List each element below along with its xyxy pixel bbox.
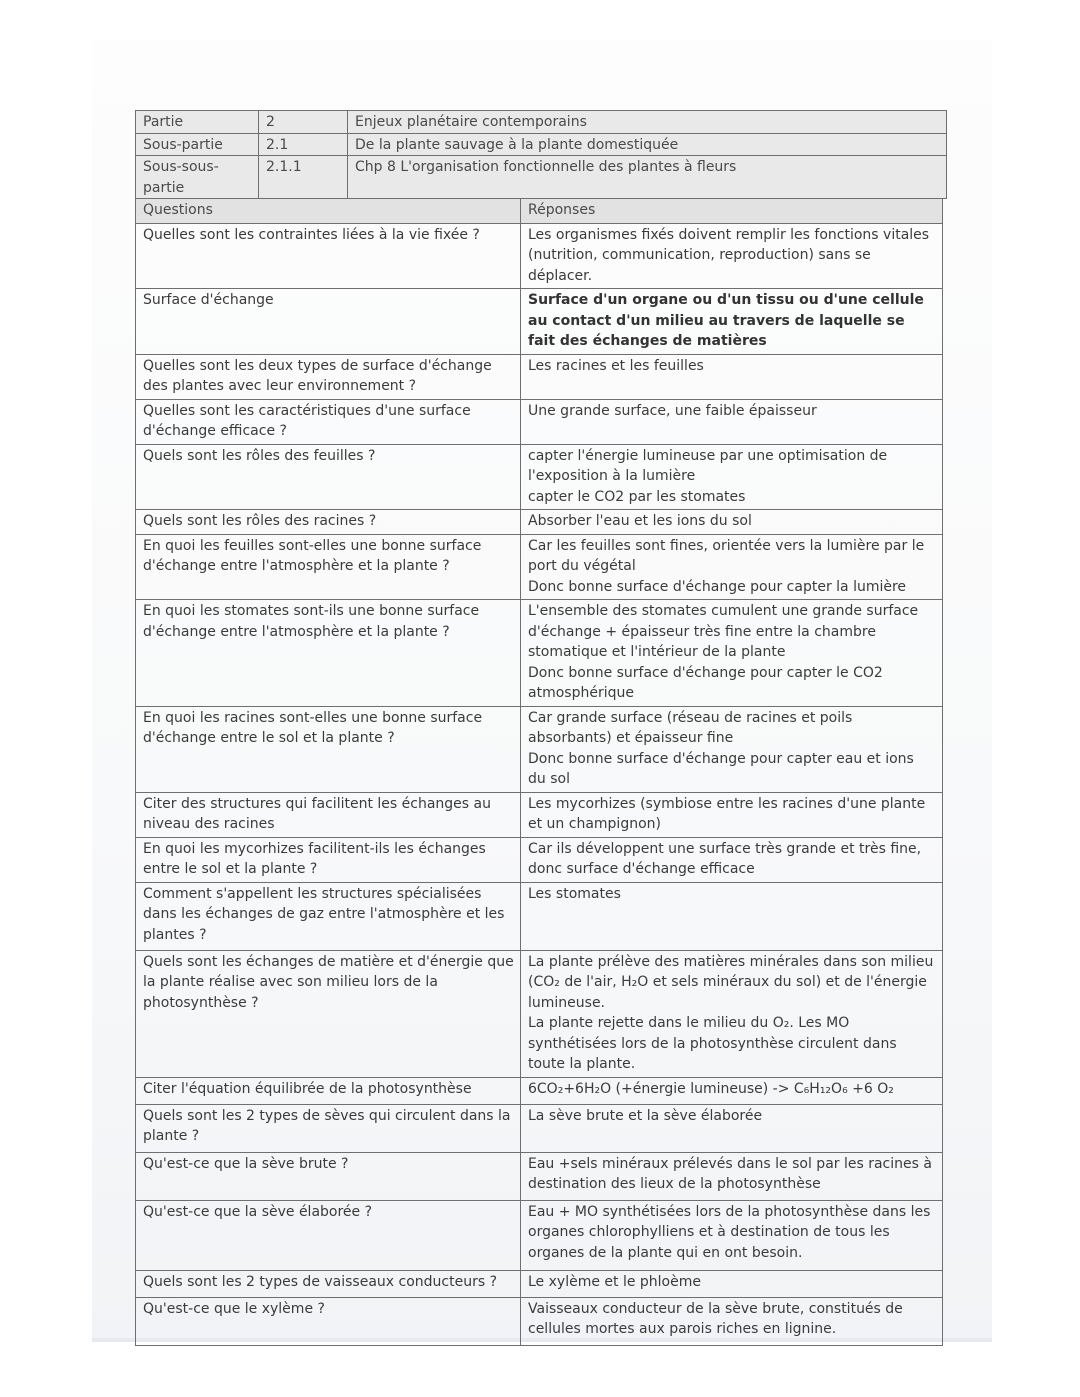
table-row bbox=[136, 950, 943, 1077]
table-row bbox=[136, 792, 943, 837]
header-row-sous-partie bbox=[136, 133, 947, 156]
answer-text: Donc bonne surface d'échange pour capter la lumière bbox=[528, 578, 907, 595]
table-row bbox=[136, 399, 943, 444]
table-row bbox=[136, 882, 943, 950]
header-row-partie bbox=[136, 111, 947, 134]
question-cell: Qu'est-ce que la sève élaborée ? bbox=[136, 1200, 521, 1270]
question-cell: Quelles sont les caractéristiques d'une surface d'échange efficace ? bbox=[136, 399, 521, 444]
answer-text: Absorber l'eau et les ions du sol bbox=[528, 513, 752, 529]
answer-text: Car grande surface (réseau de racines et poils absorbants) et épaisseur fine bbox=[528, 709, 853, 746]
table-row bbox=[136, 223, 943, 289]
answer-text: La sève brute et la sève élaborée bbox=[528, 1107, 763, 1124]
question-cell: Quels sont les 2 types de vaisseaux conducteurs ? bbox=[136, 1270, 521, 1297]
answer-cell bbox=[521, 289, 943, 355]
column-header-questions: Questions bbox=[136, 199, 521, 224]
photosynthesis-equation: 6CO₂+6H₂O (+énergie lumineuse) -> C₆H₁₂O₆ +6 O₂ bbox=[528, 1080, 894, 1097]
answer-text: Les racines et les feuilles bbox=[528, 357, 704, 374]
table-row bbox=[136, 1297, 943, 1345]
answer-cell bbox=[521, 444, 943, 510]
answer-cell bbox=[521, 1104, 943, 1152]
table-row bbox=[136, 289, 943, 355]
question-cell: Citer des structures qui facilitent les échanges au niveau des racines bbox=[136, 792, 521, 837]
question-cell: Qu'est-ce que la sève brute ? bbox=[136, 1152, 521, 1200]
answer-text: Les stomates bbox=[528, 885, 621, 902]
header-label: Partie bbox=[136, 111, 259, 134]
header-label: Sous-partie bbox=[136, 133, 259, 156]
answer-cell bbox=[521, 1270, 943, 1297]
answer-text: Une grande surface, une faible épaisseur bbox=[528, 402, 817, 419]
answer-text: Donc bonne surface d'échange pour capter le CO2 atmosphérique bbox=[528, 664, 883, 701]
table-row bbox=[136, 837, 943, 882]
table-row bbox=[136, 1200, 943, 1270]
question-cell: Quels sont les rôles des feuilles ? bbox=[136, 444, 521, 510]
answer-text: Surface d'un organe ou d'un tissu ou d'une cellule au contact d'un milieu au travers de laquelle se fait des échanges de matières bbox=[528, 292, 924, 349]
table-header-row bbox=[136, 199, 943, 224]
answer-text: L'ensemble des stomates cumulent une grande surface d'échange + épaisseur très fine entre la chambre stomatique et l'intérieur de la plante bbox=[528, 603, 919, 660]
answer-text: Les organismes fixés doivent remplir les fonctions vitales (nutrition, communication, reproduction) sans se déplacer. bbox=[528, 226, 930, 284]
answer-cell bbox=[521, 950, 943, 1077]
table-row bbox=[136, 534, 943, 600]
answer-cell bbox=[521, 354, 943, 399]
question-cell: Comment s'appellent les structures spécialisées dans les échanges de gaz entre l'atmosphère et les plantes ? bbox=[136, 882, 521, 950]
answer-cell bbox=[521, 1200, 943, 1270]
answer-cell bbox=[521, 882, 943, 950]
question-cell: En quoi les mycorhizes facilitent-ils les échanges entre le sol et la plante ? bbox=[136, 837, 521, 882]
answer-text: capter l'énergie lumineuse par une optimisation de l'exposition à la lumière bbox=[528, 447, 888, 484]
question-cell: Quels sont les échanges de matière et d'énergie que la plante réalise avec son milieu lors de la photosynthèse ? bbox=[136, 950, 521, 1077]
question-cell: Quels sont les rôles des racines ? bbox=[136, 510, 521, 535]
answer-text: Les mycorhizes (symbiose entre les racines d'une plante et un champignon) bbox=[528, 795, 926, 832]
question-cell: Quelles sont les contraintes liées à la vie fixée ? bbox=[136, 223, 521, 289]
questions-answers-table bbox=[135, 198, 943, 1346]
header-code: 2 bbox=[259, 111, 348, 134]
header-title: De la plante sauvage à la plante domestiquée bbox=[348, 133, 947, 156]
answer-cell bbox=[521, 1152, 943, 1200]
answer-cell bbox=[521, 399, 943, 444]
table-row bbox=[136, 444, 943, 510]
header-code: 2.1.1 bbox=[259, 156, 348, 199]
table-row bbox=[136, 510, 943, 535]
answer-text: capter le CO2 par les stomates bbox=[528, 488, 746, 505]
question-cell: Quels sont les 2 types de sèves qui circulent dans la plante ? bbox=[136, 1104, 521, 1152]
answer-cell bbox=[521, 600, 943, 707]
header-title: Enjeux planétaire contemporains bbox=[348, 111, 947, 134]
table-row bbox=[136, 706, 943, 792]
question-cell: En quoi les feuilles sont-elles une bonne surface d'échange entre l'atmosphère et la plante ? bbox=[136, 534, 521, 600]
answer-text: Eau + MO synthétisées lors de la photosynthèse dans les organes chlorophylliens et à destination de tous les organes de la plante qui en ont besoin. bbox=[528, 1203, 931, 1261]
column-header-answers: Réponses bbox=[521, 199, 943, 224]
answer-text: Vaisseaux conducteur de la sève brute, constitués de cellules mortes aux parois riches en lignine. bbox=[528, 1300, 903, 1337]
table-row bbox=[136, 600, 943, 707]
table-row bbox=[136, 1270, 943, 1297]
answer-cell bbox=[521, 223, 943, 289]
header-title: Chp 8 L'organisation fonctionnelle des plantes à fleurs bbox=[348, 156, 947, 199]
answer-cell bbox=[521, 792, 943, 837]
question-cell: Qu'est-ce que le xylème ? bbox=[136, 1297, 521, 1345]
question-cell: Quelles sont les deux types de surface d'échange des plantes avec leur environnement ? bbox=[136, 354, 521, 399]
header-label: Sous-sous-partie bbox=[136, 156, 259, 199]
table-row bbox=[136, 1152, 943, 1200]
answer-cell bbox=[521, 706, 943, 792]
answer-text: Car ils développent une surface très grande et très fine, donc surface d'échange efficace bbox=[528, 840, 922, 877]
answer-text: Le xylème et le phloème bbox=[528, 1273, 701, 1290]
question-cell: En quoi les racines sont-elles une bonne surface d'échange entre le sol et la plante ? bbox=[136, 706, 521, 792]
answer-text: Eau +sels minéraux prélevés dans le sol par les racines à destination des lieux de la photosynthèse bbox=[528, 1155, 932, 1192]
question-cell: En quoi les stomates sont-ils une bonne surface d'échange entre l'atmosphère et la plante ? bbox=[136, 600, 521, 707]
answer-text: Car les feuilles sont fines, orientée vers la lumière par le port du végétal bbox=[528, 537, 925, 574]
answer-text: La plante prélève des matières minérales dans son milieu (CO₂ de l'air, H₂O et sels minéraux du sol) et de l'énergie lumineuse. bbox=[528, 953, 934, 1011]
chapter-header-table bbox=[135, 110, 947, 199]
table-row bbox=[136, 354, 943, 399]
table-row bbox=[136, 1104, 943, 1152]
answer-text: Donc bonne surface d'échange pour capter eau et ions du sol bbox=[528, 750, 914, 787]
question-cell: Citer l'équation équilibrée de la photosynthèse bbox=[136, 1077, 521, 1104]
answer-text: La plante rejette dans le milieu du O₂. Les MO synthétisées lors de la photosynthèse circulent dans toute la plante. bbox=[528, 1015, 897, 1072]
table-row bbox=[136, 1077, 943, 1104]
answer-cell bbox=[521, 837, 943, 882]
answer-cell bbox=[521, 1297, 943, 1345]
answer-cell bbox=[521, 510, 943, 535]
question-cell: Surface d'échange bbox=[136, 289, 521, 355]
header-row-sous-sous-partie bbox=[136, 156, 947, 199]
answer-cell bbox=[521, 1077, 943, 1104]
answer-cell bbox=[521, 534, 943, 600]
header-code: 2.1 bbox=[259, 133, 348, 156]
